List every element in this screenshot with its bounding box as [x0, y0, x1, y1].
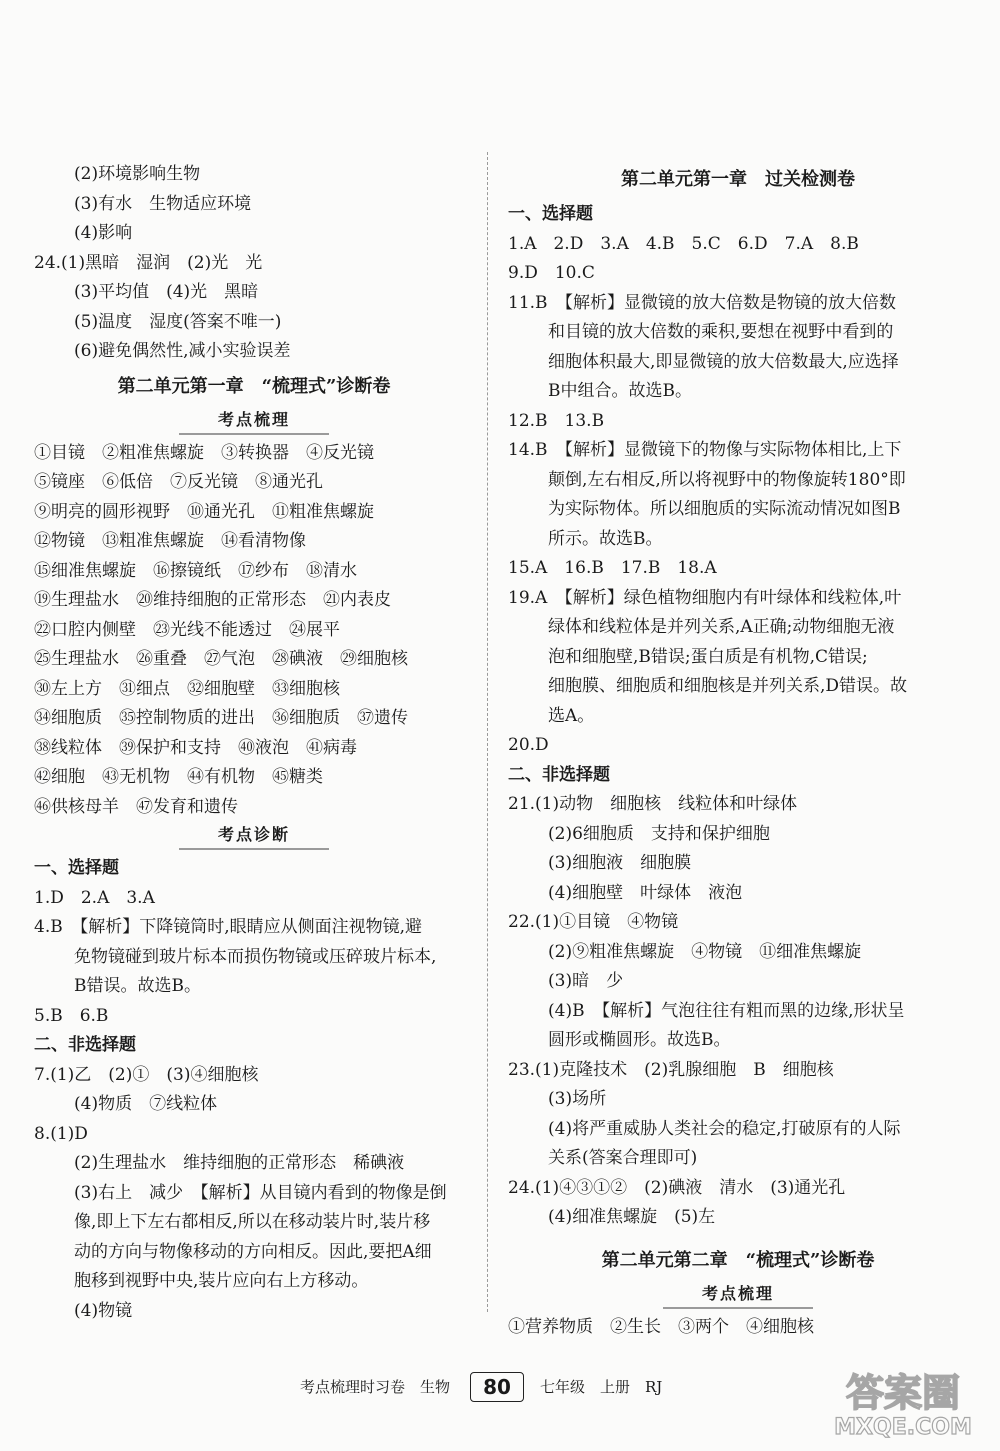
- answer-line: 21.(1)动物 细胞核 线粒体和叶绿体: [508, 794, 798, 814]
- watermark-logo: [818, 1362, 988, 1442]
- answer-line: (3)场所: [548, 1089, 607, 1109]
- page-number: 80: [470, 1372, 524, 1402]
- section-title: 第二单元第一章 过关检测卷: [621, 169, 855, 190]
- answer-line: ⑲生理盐水 ⑳维持细胞的正常形态 ㉑内表皮: [34, 590, 391, 610]
- answer-line: 4.B 【解析】下降镜筒时,眼睛应从侧面注视物镜,避: [34, 917, 423, 937]
- answer-line: (4)物镜: [74, 1300, 133, 1321]
- answer-line: ⑮细准焦螺旋 ⑯擦镜纸 ⑰纱布 ⑱清水: [34, 560, 357, 581]
- answer-line: 颠倒,左右相反,所以将视野中的物像旋转180°即: [548, 469, 906, 490]
- subsection-title: 考点梳理: [663, 1281, 813, 1309]
- answer-line: 像,即上下左右都相反,所以在移动装片时,装片移: [74, 1212, 431, 1232]
- section-title: 第二单元第二章 “梳理式”诊断卷: [601, 1249, 875, 1271]
- answer-line: (6)避免偶然性,减小实验误差: [74, 341, 291, 361]
- answer-line: ㉚左上方 ㉛细点 ㉜细胞壁 ㉝细胞核: [34, 678, 340, 699]
- answer-line: 20.D: [508, 735, 549, 755]
- answer-line: 泡和细胞壁,B错误;蛋白质是有机物,C错误;: [548, 646, 868, 667]
- answer-line: ㊷细胞 ㊸无机物 ㊹有机物 ㊺糖类: [34, 767, 323, 787]
- answer-line: (2)⑨粗准焦螺旋 ④物镜 ⑪细准焦螺旋: [548, 941, 862, 962]
- answer-line: 为实际物体。所以细胞质的实际流动情况如图B: [548, 499, 901, 519]
- answer-line: (3)暗 少: [548, 971, 624, 991]
- answer-line: (4)细准焦螺旋 (5)左: [548, 1207, 716, 1227]
- answer-line: ⑨明亮的圆形视野 ⑩通光孔 ⑪粗准焦螺旋: [34, 501, 374, 522]
- answer-line: (2)环境影响生物: [74, 164, 201, 184]
- answer-line: ㊻供核母羊 ㊼发育和遗传: [34, 796, 238, 817]
- answer-line: ①营养物质 ②生长 ③两个 ④细胞核: [508, 1316, 814, 1337]
- question-type-heading: 二、非选择题: [508, 764, 610, 785]
- answer-line: (4)B 【解析】气泡往往有粗而黑的边缘,形状呈: [548, 1000, 905, 1021]
- spacer: [508, 1233, 968, 1241]
- question-type-heading: 一、选择题: [508, 204, 593, 224]
- answer-line: B错误。故选B。: [74, 976, 201, 996]
- answer-line: 15.A 16.B 17.B 18.A: [508, 558, 717, 578]
- answer-line: (4)物质 ⑦线粒体: [74, 1094, 218, 1114]
- answer-line: (4)将严重威胁人类社会的稳定,打破原有的人际: [548, 1118, 901, 1139]
- answer-line: 1.D 2.A 3.A: [34, 887, 155, 908]
- answer-line: 11.B 【解析】显微镜的放大倍数是物镜的放大倍数: [508, 292, 897, 313]
- svg-text:MXQE.COM: MXQE.COM: [834, 1415, 972, 1440]
- answer-line: (4)细胞壁 叶绿体 液泡: [548, 882, 743, 903]
- answer-line: 选A。: [548, 705, 595, 726]
- answer-line: 19.A 【解析】绿色植物细胞内有叶绿体和线粒体,叶: [508, 587, 902, 608]
- answer-line: 绿体和线粒体是并列关系,A正确;动物细胞无液: [548, 617, 895, 637]
- answer-line: 24.(1)黑暗 湿润 (2)光 光: [34, 252, 263, 273]
- answer-line: 14.B 【解析】显微镜下的物像与实际物体相比,上下: [508, 440, 902, 460]
- answer-line: (4)影响: [74, 223, 133, 243]
- footer-book-title: 考点梳理时习卷 生物: [300, 1378, 451, 1396]
- answer-line: (3)细胞液 细胞膜: [548, 853, 692, 873]
- answer-line: (3)右上 减少 【解析】从目镜内看到的物像是倒: [74, 1182, 447, 1203]
- answer-line: 细胞膜、细胞质和细胞核是并列关系,D错误。故: [548, 676, 908, 696]
- answer-line: (2)6细胞质 支持和保护细胞: [548, 823, 770, 844]
- answer-line: ①目镜 ②粗准焦螺旋 ③转换器 ④反光镜: [34, 442, 374, 463]
- answer-line: 23.(1)克隆技术 (2)乳腺细胞 B 细胞核: [508, 1059, 834, 1080]
- answer-line: 胞移到视野中央,装片应向右上方移动。: [74, 1271, 369, 1291]
- answer-line: 5.B 6.B: [34, 1005, 109, 1026]
- left-column: [34, 160, 474, 1326]
- answer-line: 9.D 10.C: [508, 263, 595, 283]
- footer-grade: 七年级 上册 RJ: [540, 1378, 663, 1396]
- answer-line: ⑫物镜 ⑬粗准焦螺旋 ⑭看清物像: [34, 531, 306, 551]
- svg-text:答案圈: 答案圈: [845, 1371, 961, 1415]
- answer-line: 1.A 2.D 3.A 4.B 5.C 6.D 7.A 8.B: [508, 233, 859, 254]
- column-divider: [487, 152, 488, 1312]
- answer-line: 和目镜的放大倍数的乘积,要想在视野中看到的: [548, 322, 894, 342]
- answer-line: (3)平均值 (4)光 黑暗: [74, 282, 259, 302]
- answer-line: ㉞细胞质 ㉟控制物质的进出 ㊱细胞质 ㊲遗传: [34, 708, 408, 728]
- answer-line: ㉒口腔内侧壁 ㉓光线不能透过 ㉔展平: [34, 619, 340, 640]
- answer-line: ㉕生理盐水 ㉖重叠 ㉗气泡 ㉘碘液 ㉙细胞核: [34, 649, 408, 669]
- subsection-title: 考点梳理: [179, 407, 329, 435]
- answer-line: 细胞体积最大,即显微镜的放大倍数最大,应选择: [548, 351, 899, 372]
- answer-line: 所示。故选B。: [548, 528, 663, 549]
- answer-line: 24.(1)④③①② (2)碘液 清水 (3)通光孔: [508, 1177, 846, 1198]
- answer-line: 免物镜碰到玻片标本而损伤物镜或压碎玻片标本,: [74, 946, 437, 967]
- answer-line: 22.(1)①目镜 ④物镜: [508, 912, 679, 932]
- answer-line: 8.(1)D: [34, 1123, 88, 1144]
- answer-line: (2)生理盐水 维持细胞的正常形态 稀碘液: [74, 1153, 405, 1173]
- answer-line: B中组合。故选B。: [548, 381, 692, 401]
- answer-line: 12.B 13.B: [508, 410, 605, 431]
- section-title: 第二单元第一章 “梳理式”诊断卷: [117, 375, 391, 397]
- subsection-title: 考点诊断: [179, 822, 329, 850]
- right-column: [508, 160, 968, 1342]
- answer-line: ⑤镜座 ⑥低倍 ⑦反光镜 ⑧通光孔: [34, 472, 323, 492]
- answer-line: (5)温度 湿度(答案不唯一): [74, 311, 282, 332]
- question-type-heading: 二、非选择题: [34, 1035, 136, 1055]
- answer-line: 关系(答案合理即可): [548, 1148, 698, 1168]
- answer-line: ㊳线粒体 ㊴保护和支持 ㊵液泡 ㊶病毒: [34, 737, 357, 758]
- answer-line: 7.(1)乙 (2)① (3)④细胞核: [34, 1064, 259, 1085]
- answer-line: 动的方向与物像移动的方向相反。因此,要把A细: [74, 1241, 432, 1262]
- answer-line: (3)有水 生物适应环境: [74, 193, 252, 214]
- answer-line: 圆形或椭圆形。故选B。: [548, 1030, 731, 1050]
- question-type-heading: 一、选择题: [34, 858, 119, 878]
